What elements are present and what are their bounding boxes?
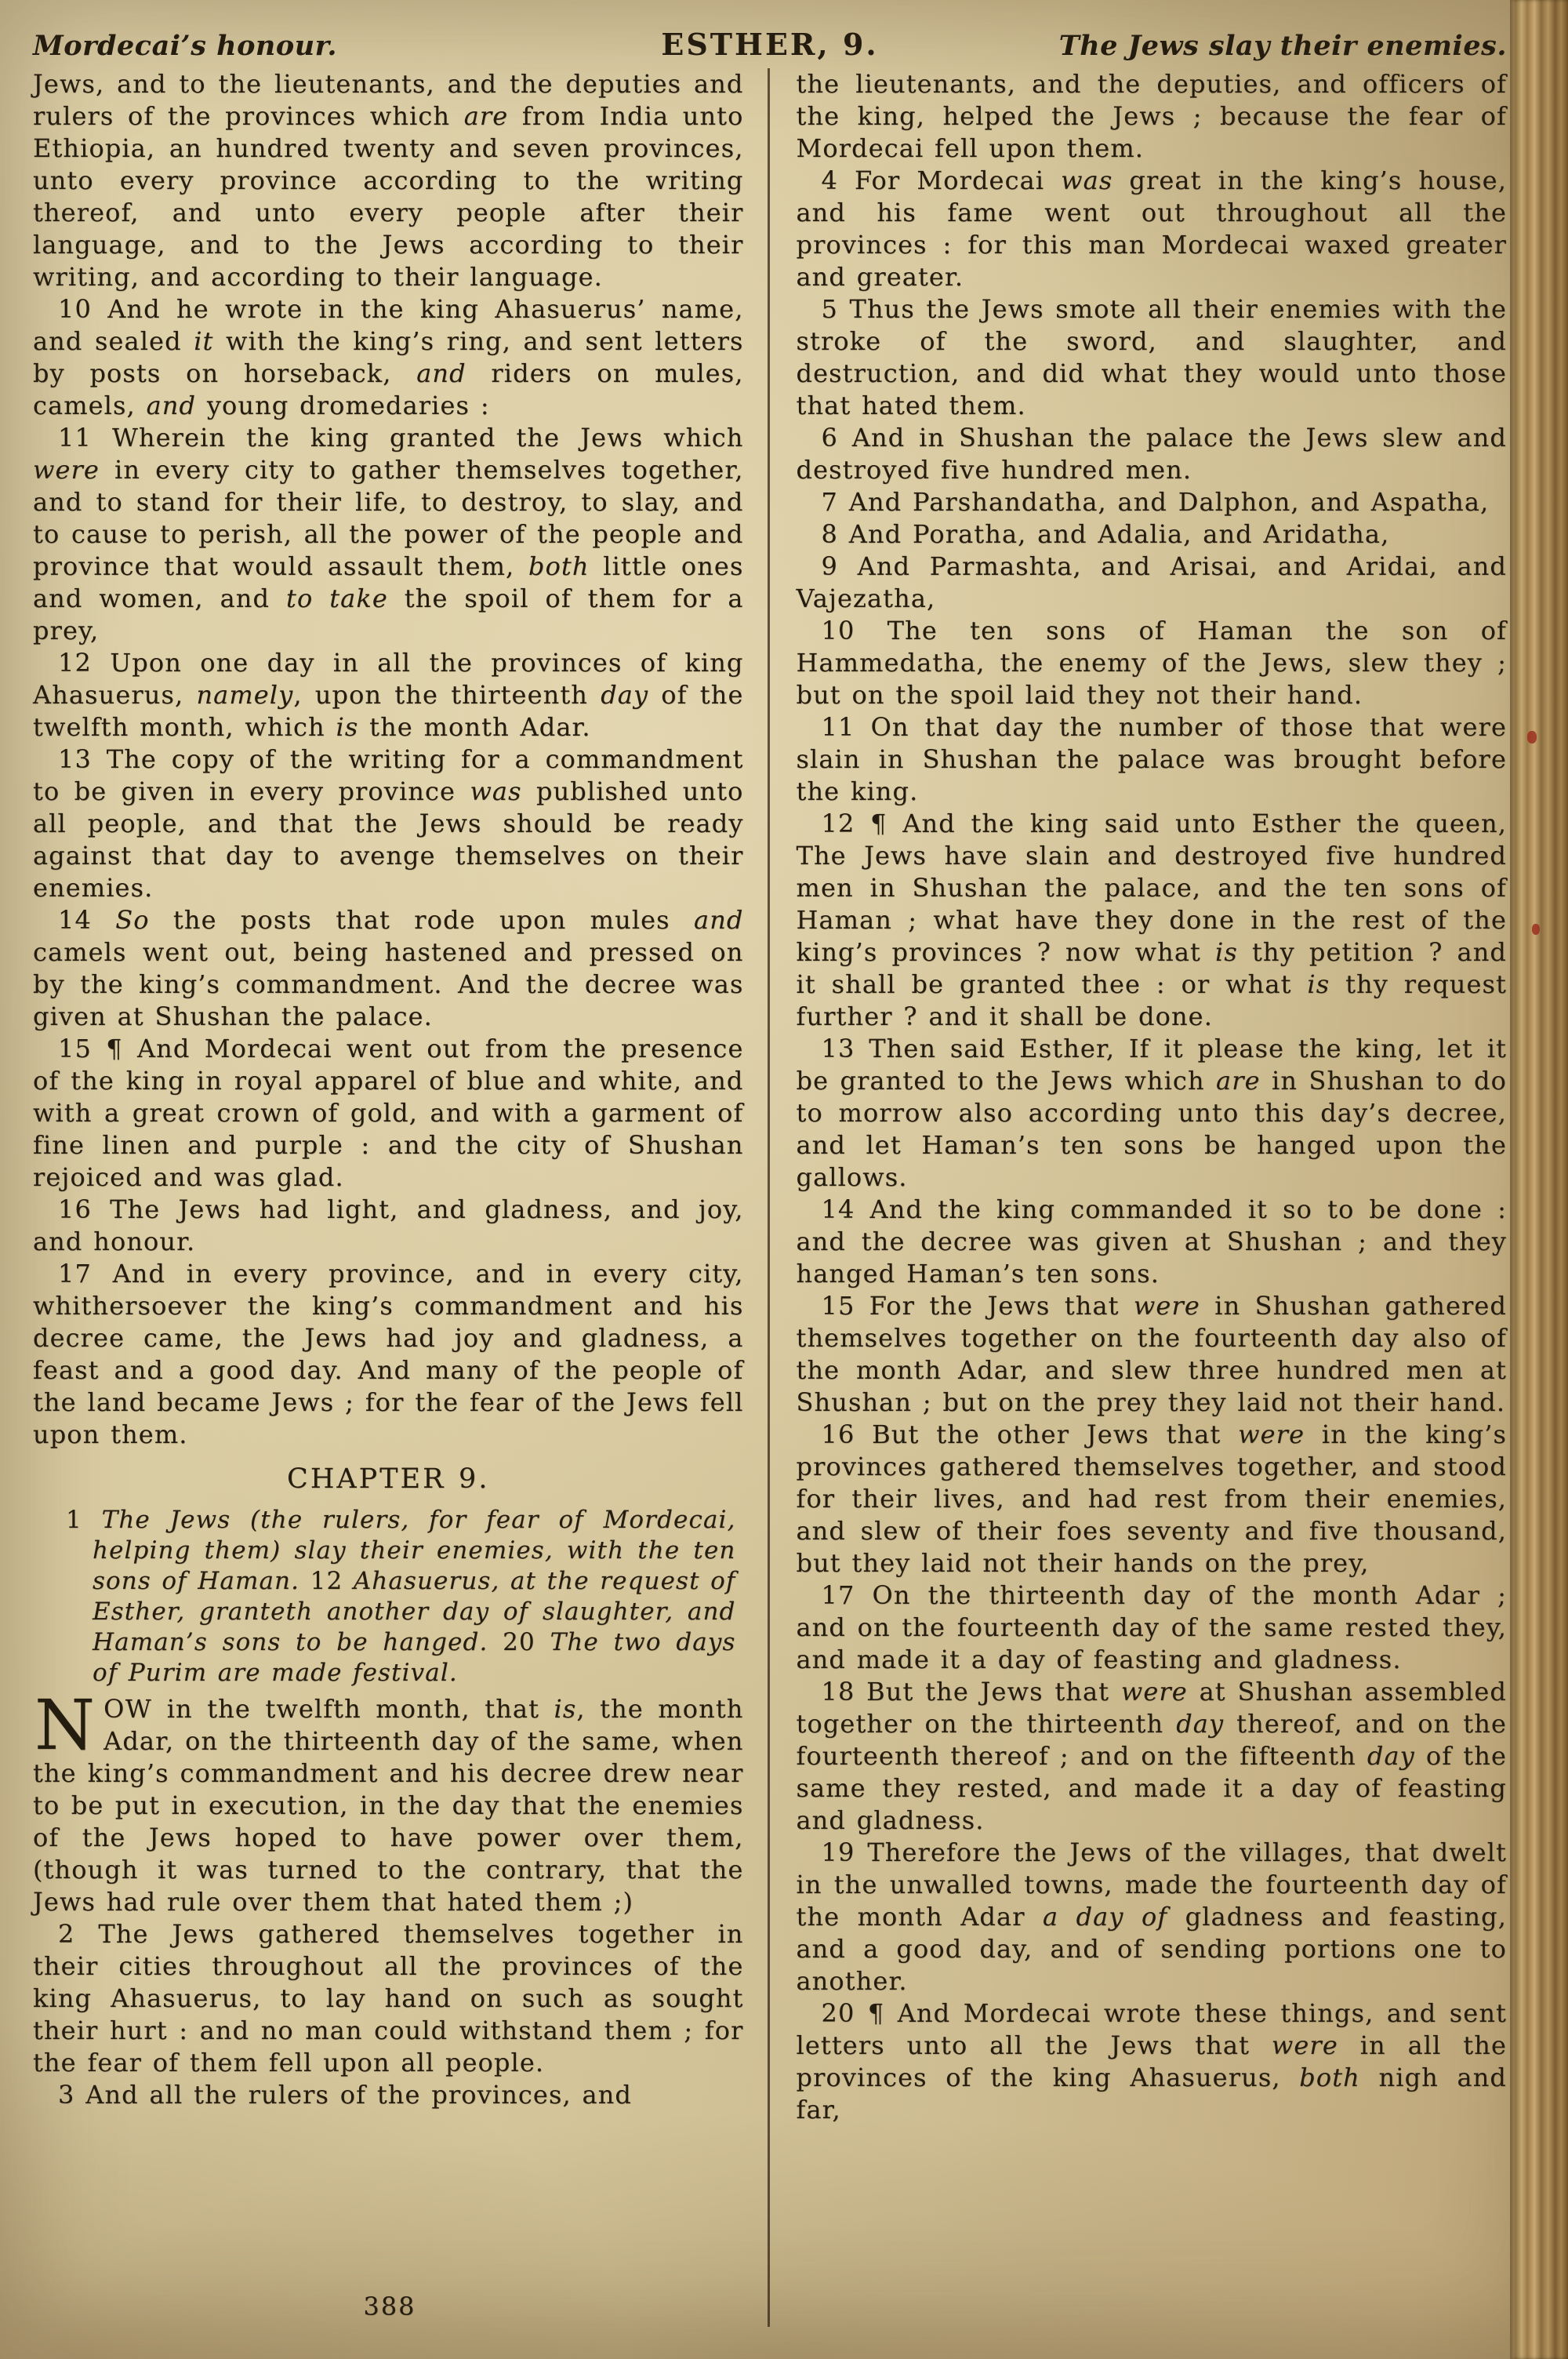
running-head-left: Mordecai’s honour. [33,30,338,62]
chapter-opening-verse: NOW in the twelfth month, that is, the month Adar, on the thirteenth day of the same, when the king’s commandment and his decree drew near to be put in execution, in the day that the enemies of the Jews hoped to have power over them, (though it was turned to the contrary, that the Jews had rule over them that hated them ;) [33,1685,744,1917]
verse-paragraph: 7 And Parshandatha, and Dalphon, and Aspatha, [821,487,1490,517]
page-number: 388 [363,2292,416,2321]
verse-continuation: Jews, and to the lieutenants, and the deputies and rulers of the provinces which are from India unto Ethiopia, an hundred twenty and seven provinces, unto every province according to the writing thereof, and unto every people after their language, and to the Jews according to their writing, and according to their language. [33,69,744,292]
verse-paragraph: 15 For the Jews that were in Shushan gathered themselves together on the fourteenth day also of the month Adar, and slew three hundred men at Shushan ; but on the prey they laid not their hand. [796,1291,1507,1417]
red-edge-mark [1532,924,1540,935]
verse-paragraph: 19 Therefore the Jews of the villages, that dwelt in the unwalled towns, made the fourteenth day of the month Adar a day of gladness and feasting, and a good day, and of sending portions one to another. [796,1837,1507,1996]
page-title: ESTHER, 9. [661,27,879,62]
verse-paragraph: 3 And all the rulers of the provinces, and [58,2080,632,2110]
verse-paragraph: 16 The Jews had light, and gladness, and joy, and honour. [33,1194,744,1256]
verse-paragraph: 20 ¶ And Mordecai wrote these things, and sent letters unto all the Jews that were in all the provinces of the king Ahasuerus, both nigh and far, [796,1998,1507,2125]
verse-paragraph: 6 And in Shushan the palace the Jews slew and destroyed five hundred men. [796,423,1507,485]
drop-cap: N [34,1685,96,1765]
chapter-heading: CHAPTER 9. [287,1463,490,1495]
verse-paragraph: 17 On the thirteenth day of the month Adar ; and on the fourteenth day of the same rested they, and made it a day of feasting and gladness. [796,1580,1507,1674]
chapter-summary: 1 The Jews (the rulers, for fear of Mordecai, helping them) slay their enemies, with the ten sons of Haman. 12 Ahasuerus, at the request of Esther, granteth another day of slaughter, and Haman’s sons to be hanged. 20 The two days of Purim are made festival. [66,1506,736,1687]
verse-paragraph: 14 So the posts that rode upon mules and camels went out, being hastened and pressed on by the king’s commandment. And the decree was given at Shushan the palace. [33,905,744,1031]
verse-paragraph: 11 Wherein the king granted the Jews which were in every city to gather themselves together, and to stand for their life, to destroy, to slay, and to cause to perish, all the power of the people and province that would assault them, both little ones and women, and to take the spoil of them for a prey, [33,423,744,645]
running-head-right: The Jews slay their enemies. [1058,30,1507,62]
verse-paragraph: 10 And he wrote in the king Ahasuerus’ name, and sealed it with the king’s ring, and sent letters by posts on horseback, and riders on mules, camels, and young dromedaries : [33,294,744,420]
book-page-edges [1510,0,1568,2359]
verse-paragraph: 18 But the Jews that were at Shushan assembled together on the thirteenth day thereof, and on the fourteenth thereof ; and on the fifteenth day of the same they rested, and made it a day of feasting and gladness. [796,1677,1508,1835]
right-column [768,68,1508,2327]
verse-paragraph: 16 But the other Jews that were in the king’s provinces gathered themselves together, and stood for their lives, and had rest from their enemies, and slew of their foes seventy and five thousand, but they laid not their hands on the prey, [796,1419,1508,1578]
left-column [33,68,768,2327]
text-columns [33,68,1507,2327]
verse-paragraph: 11 On that day the number of those that were slain in Shushan the palace was brought before the king. [796,712,1507,806]
verse-paragraph: 2 The Jews gathered themselves together in their cities throughout all the provinces of the king Ahasuerus, to lay hand on such as sought their hurt : and no man could withstand them ; for the fear of them fell upon all people. [33,1919,744,2077]
verse-paragraph: 17 And in every province, and in every city, whithersoever the king’s commandment and his decree came, the Jews had joy and gladness, a feast and a good day. And many of the people of the land became Jews ; for the fear of the Jews fell upon them. [33,1259,744,1449]
page-content [33,27,1507,2327]
page-header [33,27,1507,62]
opening-word-caps: OW [103,1694,153,1724]
verse-paragraph: 13 Then said Esther, If it please the king, let it be granted to the Jews which are in Shushan to do to morrow also according unto this day’s decree, and let Haman’s ten sons be hanged upon the gallows. [796,1034,1507,1192]
verse-paragraph: 10 The ten sons of Haman the son of Hammedatha, the enemy of the Jews, slew they ; but on the spoil laid they not their hand. [796,616,1507,710]
verse-paragraph: 14 And the king commanded it so to be done : and the decree was given at Shushan ; and they hanged Haman’s ten sons. [796,1194,1507,1289]
verse-paragraph: 15 ¶ And Mordecai went out from the presence of the king in royal apparel of blue and white, and with a great crown of gold, and with a garment of fine linen and purple : and the city of Shushan rejoiced and was glad. [33,1034,744,1192]
verse-paragraph: 5 Thus the Jews smote all their enemies with the stroke of the sword, and slaughter, and destruction, and did what they would unto those that hated them. [796,294,1507,420]
verse-paragraph: 8 And Poratha, and Adalia, and Aridatha, [821,519,1390,549]
verse-paragraph: 13 The copy of the writing for a commandment to be given in every province was published unto all people, and that the Jews should be ready against that day to avenge themselves on their enemies. [33,744,744,903]
verse-paragraph: 12 Upon one day in all the provinces of king Ahasuerus, namely, upon the thirteenth day of the twelfth month, which is the month Adar. [33,648,744,742]
verse-paragraph: 9 And Parmashta, and Arisai, and Aridai, and Vajezatha, [796,551,1507,613]
verse-paragraph: 12 ¶ And the king said unto Esther the queen, The Jews have slain and destroyed five hundred men in Shushan the palace, and the ten sons of Haman ; what have they done in the rest of the king’s provinces ? now what is thy petition ? and it shall be granted thee : or what is thy request further ? and it shall be done. [796,809,1508,1031]
red-edge-mark [1527,731,1537,743]
verse-paragraph: 4 For Mordecai was great in the king’s house, and his fame went out throughout all the provinces : for this man Mordecai waxed greater and greater. [796,165,1507,292]
verse-continuation: the lieutenants, and the deputies, and officers of the king, helped the Jews ; because the fear of Mordecai fell upon them. [796,69,1507,163]
